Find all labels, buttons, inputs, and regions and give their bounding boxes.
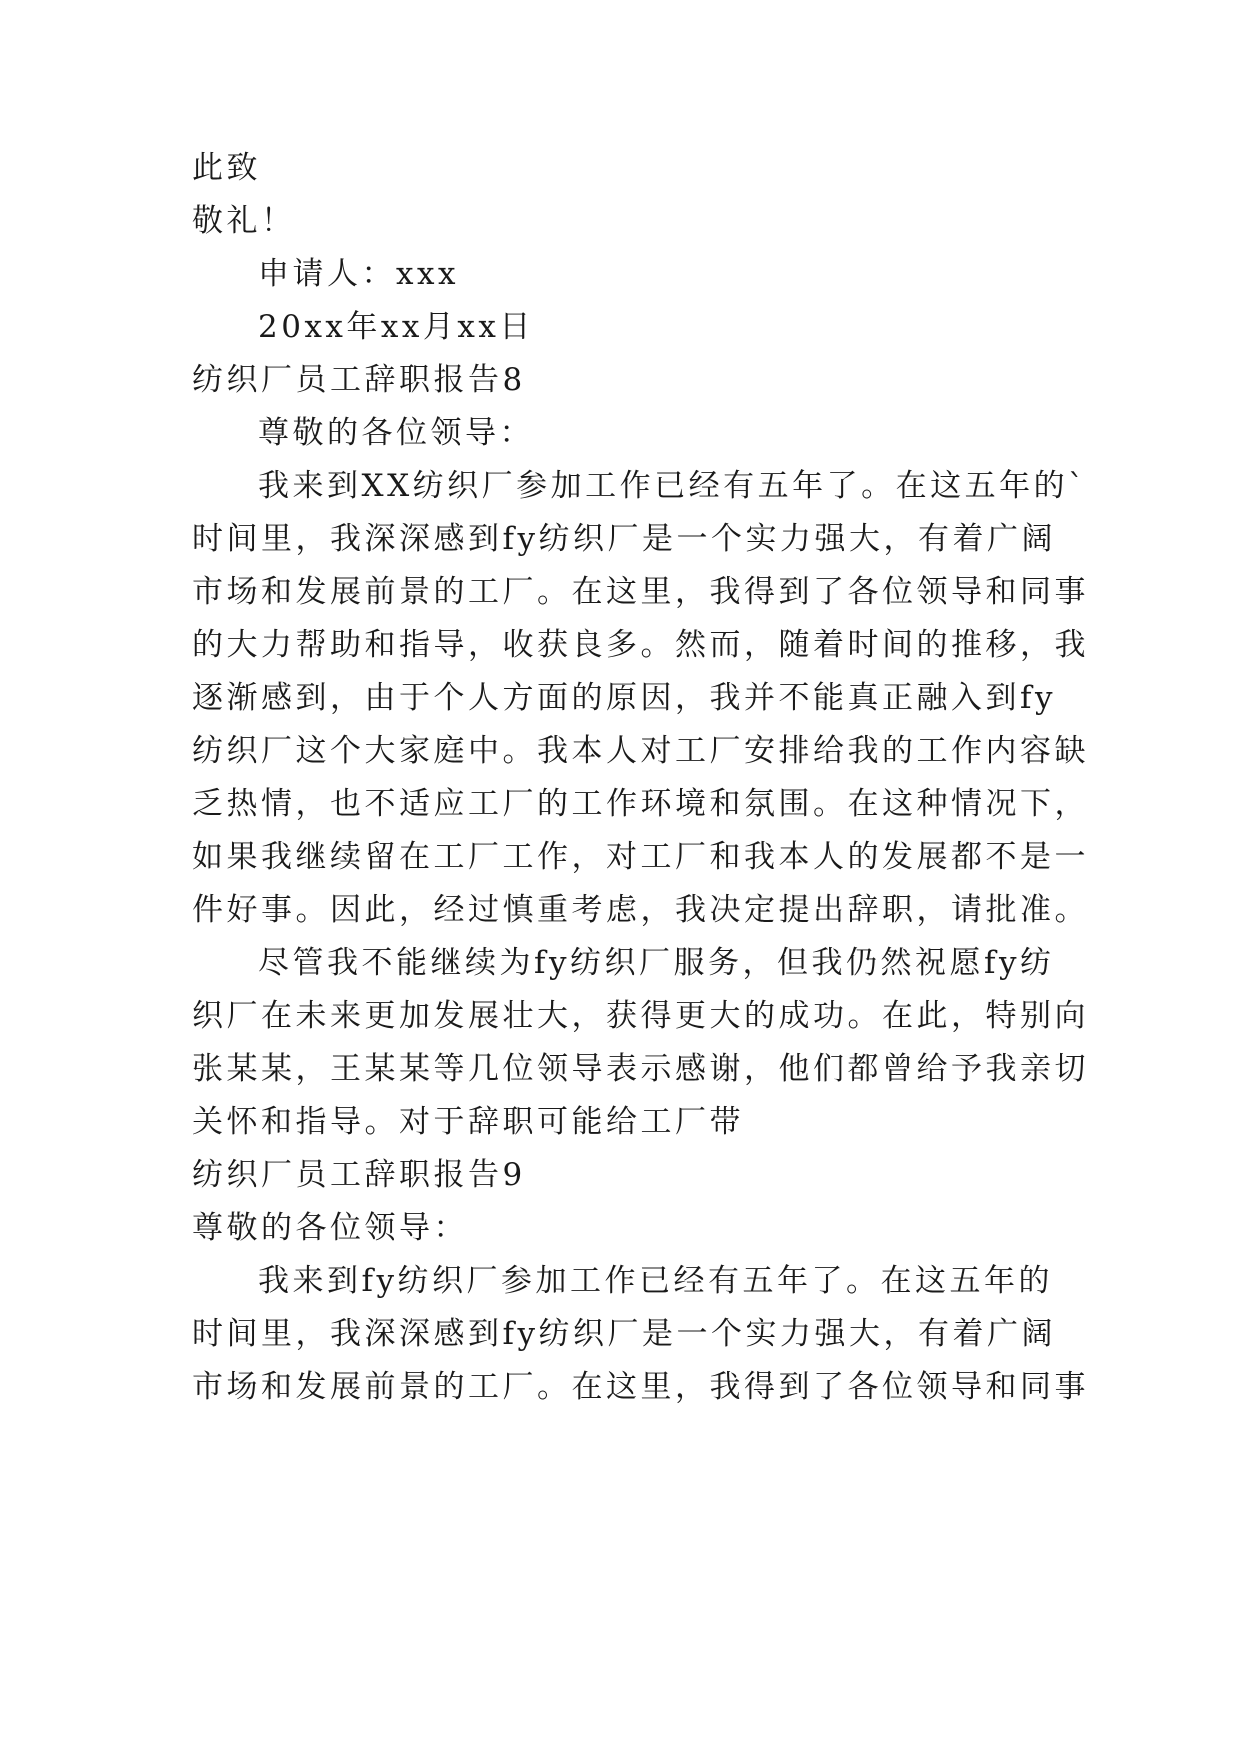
body-line: 件好事。因此，经过慎重考虑，我决定提出辞职，请批准。 bbox=[192, 892, 1089, 928]
date-line: 20xx年xx月xx日 bbox=[258, 309, 534, 345]
body-line: 如果我继续留在工厂工作，对工厂和我本人的发展都不是一 bbox=[192, 839, 1089, 875]
body-line: 张某某，王某某等几位领导表示感谢，他们都曾给予我亲切 bbox=[192, 1051, 1089, 1087]
body-line: 时间里，我深深感到fy纺织厂是一个实力强大，有着广阔 bbox=[192, 1316, 1056, 1352]
body-line: 我来到XX纺织厂参加工作已经有五年了。在这五年的` bbox=[258, 468, 1088, 504]
body-line: 乏热情，也不适应工厂的工作环境和氛围。在这种情况下， bbox=[192, 786, 1089, 822]
section-heading-8: 纺织厂员工辞职报告8 bbox=[192, 362, 526, 398]
body-line: 市场和发展前景的工厂。在这里，我得到了各位领导和同事 bbox=[192, 1369, 1089, 1405]
greeting-line: 尊敬的各位领导： bbox=[258, 415, 534, 451]
body-line: 纺织厂这个大家庭中。我本人对工厂安排给我的工作内容缺 bbox=[192, 733, 1089, 769]
applicant-line: 申请人：xxx bbox=[258, 256, 459, 292]
body-line: 时间里，我深深感到fy纺织厂是一个实力强大，有着广阔 bbox=[192, 521, 1056, 557]
section-heading-9: 纺织厂员工辞职报告9 bbox=[192, 1157, 526, 1193]
body-line: 市场和发展前景的工厂。在这里，我得到了各位领导和同事 bbox=[192, 574, 1089, 610]
body-line: 我来到fy纺织厂参加工作已经有五年了。在这五年的 bbox=[258, 1263, 1053, 1299]
closing-salutation: 此致 bbox=[192, 150, 261, 186]
body-line: 尽管我不能继续为fy纺织厂服务，但我仍然祝愿fy纺 bbox=[258, 945, 1055, 981]
closing-respect: 敬礼！ bbox=[192, 203, 296, 239]
body-line: 织厂在未来更加发展壮大，获得更大的成功。在此，特别向 bbox=[192, 998, 1089, 1034]
body-line: 逐渐感到，由于个人方面的原因，我并不能真正融入到fy bbox=[192, 680, 1056, 716]
body-line: 的大力帮助和指导，收获良多。然而，随着时间的推移，我 bbox=[192, 627, 1089, 663]
body-line: 关怀和指导。对于辞职可能给工厂带 bbox=[192, 1104, 744, 1140]
greeting-line: 尊敬的各位领导： bbox=[192, 1210, 468, 1246]
